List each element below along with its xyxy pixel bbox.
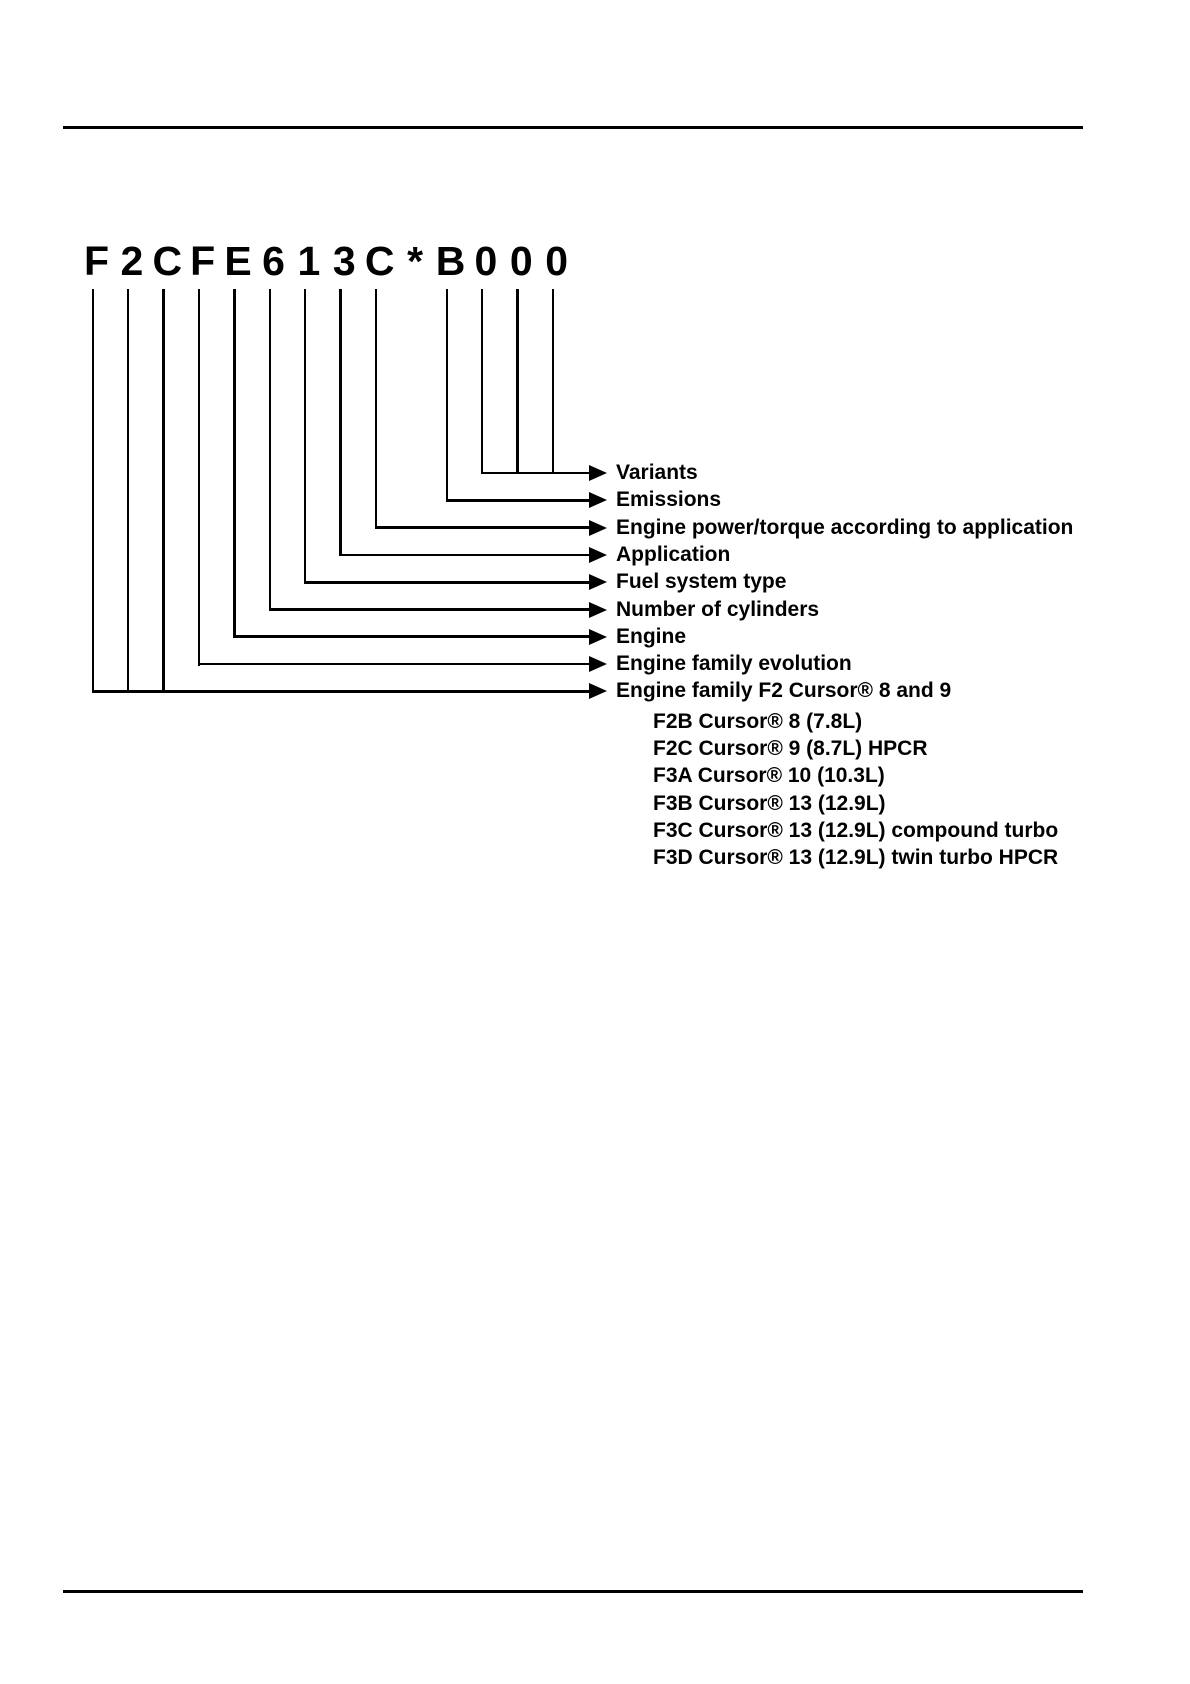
engine-code-char: * <box>407 238 424 284</box>
connector-line-horizontal <box>481 472 590 475</box>
engine-code-char: 2 <box>120 238 144 284</box>
connector-line-vertical <box>552 289 555 474</box>
code-segment-label: Engine family evolution <box>616 652 852 676</box>
engine-family-item: F3D Cursor® 13 (12.9L) twin turbo HPCR <box>653 846 1059 869</box>
connector-line-horizontal <box>339 554 590 557</box>
engine-code-char: 3 <box>332 238 356 284</box>
connector-line-horizontal <box>375 526 590 529</box>
arrow-right-icon <box>589 683 607 699</box>
arrow-right-icon <box>589 574 607 590</box>
engine-code-char: 0 <box>509 238 533 284</box>
connector-line-vertical <box>304 289 307 584</box>
footer-rule <box>63 1590 1083 1593</box>
engine-family-item: F3A Cursor® 10 (10.3L) <box>653 764 885 788</box>
arrow-right-icon <box>589 656 607 672</box>
connector-line-horizontal <box>269 608 591 611</box>
arrow-right-icon <box>589 602 607 618</box>
connector-line-vertical <box>198 289 201 666</box>
code-segment-label: Engine <box>616 624 687 648</box>
arrow-right-icon <box>589 520 607 536</box>
engine-code-char: B <box>435 238 466 284</box>
engine-code-char: C <box>152 238 183 284</box>
engine-code-char: 0 <box>474 238 498 284</box>
connector-line-vertical <box>162 289 165 693</box>
engine-code-char: 0 <box>545 238 569 284</box>
engine-family-item: F2C Cursor® 9 (8.7L) HPCR <box>653 737 928 761</box>
connector-line-vertical <box>233 289 236 638</box>
code-segment-label: Variants <box>616 461 698 484</box>
header-rule <box>63 126 1083 129</box>
connector-line-horizontal <box>446 499 591 502</box>
arrow-right-icon <box>589 465 607 481</box>
engine-code-char: F <box>83 238 110 284</box>
connector-line-vertical <box>339 289 342 556</box>
connector-line-vertical <box>516 289 519 474</box>
code-segment-label: Application <box>616 542 731 566</box>
engine-family-item: F3B Cursor® 13 (12.9L) <box>653 791 886 815</box>
code-segment-label: Fuel system type <box>616 570 787 594</box>
engine-code-char: F <box>190 238 216 284</box>
connector-line-vertical <box>375 289 378 529</box>
engine-code-char: 1 <box>297 238 321 284</box>
code-segment-label: Emissions <box>616 488 722 512</box>
connector-line-vertical <box>127 289 130 693</box>
connector-line-vertical <box>481 289 484 474</box>
engine-code-char: 6 <box>262 238 285 284</box>
engine-code-char: E <box>224 238 252 284</box>
arrow-right-icon <box>589 629 607 645</box>
connector-line-horizontal <box>233 635 590 638</box>
code-segment-label: Engine power/torque according to application <box>616 515 1074 539</box>
engine-family-item: F3C Cursor® 13 (12.9L) compound turbo <box>653 818 1059 842</box>
engine-code-char: C <box>364 238 395 284</box>
code-segment-label: Engine family F2 Cursor® 8 and 9 <box>616 679 952 703</box>
connector-line-vertical <box>269 289 272 611</box>
connector-line-vertical <box>446 289 449 502</box>
connector-line-vertical <box>92 289 95 693</box>
arrow-right-icon <box>589 492 607 508</box>
connector-line-horizontal <box>92 690 591 693</box>
connector-line-horizontal <box>198 663 590 666</box>
engine-family-item: F2B Cursor® 8 (7.8L) <box>653 710 863 733</box>
code-segment-label: Number of cylinders <box>616 597 820 621</box>
arrow-right-icon <box>589 547 607 563</box>
connector-line-horizontal <box>304 581 590 584</box>
